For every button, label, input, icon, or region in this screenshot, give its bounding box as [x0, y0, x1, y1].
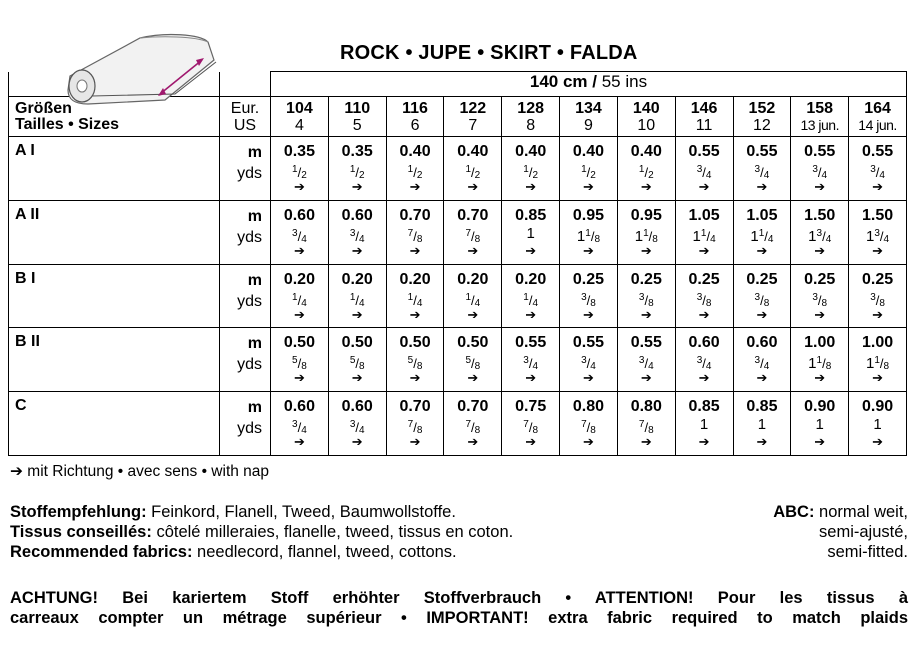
size-header-158 [791, 97, 849, 137]
size-header-134 [560, 97, 618, 137]
nap-arrow-icon: ➔ [698, 306, 710, 322]
meters-value: 0.35 [283, 143, 315, 160]
fabric-bolt-icon [50, 30, 225, 115]
yardage-cell [271, 264, 329, 328]
size-us: 4 [294, 116, 304, 134]
size-eur: 128 [517, 99, 544, 117]
yds-value: $^1/_2$ [581, 164, 596, 181]
nap-arrow-icon: ➔ [698, 370, 710, 386]
meters-value: 0.50 [341, 334, 373, 352]
meters-value: 0.55 [630, 334, 662, 352]
unit-cell [220, 328, 271, 392]
meters-value: 0.25 [688, 270, 720, 288]
yardage-cell [328, 392, 386, 456]
nap-arrow-icon: ➔ [872, 434, 884, 450]
nap-arrow-icon: ➔ [583, 434, 594, 450]
nap-arrow-icon: ➔ [525, 370, 537, 386]
meters-value: 0.80 [572, 398, 605, 416]
yds-value: $^7/_8$ [465, 227, 481, 245]
meters-value: 0.40 [572, 143, 605, 160]
yardage-cell [444, 137, 502, 201]
meters-value: 0.55 [688, 143, 720, 160]
yds-value: $^5/_8$ [465, 355, 481, 373]
yds-value: 1 [757, 416, 767, 434]
yds-value: $^1/_4$ [292, 291, 307, 309]
meters-value: 0.55 [746, 143, 778, 160]
nap-arrow-icon: ➔ [351, 434, 363, 450]
us-label: US [233, 116, 257, 134]
size-header-122 [444, 97, 502, 137]
nap-arrow-icon: ➔ [293, 242, 305, 258]
meters-value: 0.50 [457, 334, 489, 352]
yds-value: $^3/_4$ [523, 355, 539, 373]
yardage-cell [675, 264, 733, 328]
yardage-cell [386, 264, 444, 328]
yardage-cell [849, 264, 907, 328]
yardage-cell [502, 264, 560, 328]
yds-value: $^3/_4$ [292, 227, 307, 245]
yds-value: $^3/_4$ [696, 164, 712, 181]
warning-line-2: carreaux compter un métrage supérieur • IMPORTANT! extra fabric required to match plaids [10, 609, 908, 627]
yds-value: $^3/_4$ [638, 355, 654, 373]
yardage-cell [502, 137, 560, 201]
yds-value: 1 [699, 416, 709, 434]
size-header-152 [733, 97, 791, 137]
yardage-cell [849, 137, 907, 201]
meters-value: 0.60 [341, 398, 373, 416]
meters-value: 0.85 [688, 398, 720, 416]
nap-arrow-icon: ➔ [640, 370, 652, 386]
meters-value: 0.60 [746, 334, 778, 352]
yardage-cell [444, 392, 502, 456]
eur-label: Eur. [230, 99, 260, 117]
table-row [9, 200, 907, 264]
meters-value: 0.20 [341, 270, 373, 288]
meters-value: 0.40 [457, 143, 489, 160]
nap-arrow-icon: ➔ [756, 242, 768, 258]
size-eur: 122 [459, 99, 487, 117]
fabric-width-header [271, 72, 907, 97]
yardage-cell [849, 200, 907, 264]
meters-value: 0.50 [283, 334, 315, 352]
yardage-cell [328, 328, 386, 392]
nap-note: ➔ mit Richtung • avec sens • with nap [10, 463, 270, 480]
yds-value: $^1/_2$ [407, 164, 423, 181]
unit-yds: yds [237, 165, 262, 182]
yds-value: $^1/_2$ [465, 164, 481, 181]
recommended-fabrics [10, 502, 513, 562]
meters-value: 0.70 [457, 398, 489, 416]
yardage-cell [675, 328, 733, 392]
page-title: ROCK • JUPE • SKIRT • FALDA [340, 42, 638, 64]
size-us: 14 jun. [858, 116, 897, 133]
unit-m: m [247, 335, 262, 353]
nap-arrow-icon: ➔ [640, 242, 652, 258]
nap-arrow-icon: ➔ [640, 179, 652, 194]
nap-arrow-icon: ➔ [583, 179, 594, 194]
sizes-label-fr-en: Tailles • Sizes [15, 115, 120, 133]
size-us: 10 [637, 116, 656, 134]
nap-arrow-icon: ➔ [525, 179, 537, 194]
yardage-cell [386, 200, 444, 264]
yds-value: $^3/_4$ [754, 355, 770, 373]
nap-arrow-icon: ➔ [293, 306, 305, 322]
nap-arrow-icon: ➔ [351, 306, 363, 322]
meters-value: 0.70 [457, 206, 489, 224]
nap-arrow-icon: ➔ [756, 306, 768, 322]
yardage-cell [617, 392, 675, 456]
meters-value: 0.25 [861, 270, 894, 288]
size-system-label [220, 97, 271, 137]
meters-value: 1.00 [861, 334, 894, 352]
yds-value: $^3/_8$ [696, 291, 712, 309]
view-label: B I [9, 264, 220, 328]
meters-value: 1.00 [804, 334, 836, 352]
nap-arrow-icon: ➔ [814, 434, 826, 450]
nap-arrow-icon: ➔ [293, 370, 305, 386]
meters-value: 0.60 [688, 334, 720, 352]
yardage-cell [733, 264, 791, 328]
nap-arrow-icon: ➔ [467, 370, 479, 386]
nap-arrow-icon: ➔ [583, 370, 594, 386]
meters-value: 1.50 [861, 206, 894, 224]
yardage-cell [328, 264, 386, 328]
sizes-label-de: Größen [15, 99, 72, 117]
nap-arrow-icon: ➔ [814, 370, 826, 386]
abc-label: ABC: [773, 503, 815, 521]
size-header-116 [386, 97, 444, 137]
yardage-cell [444, 264, 502, 328]
yds-value: $^1/_2$ [292, 164, 307, 181]
meters-value: 0.70 [399, 398, 431, 416]
yardage-cell [791, 392, 849, 456]
yds-value: $^7/_8$ [407, 227, 423, 245]
meters-value: 0.20 [515, 270, 547, 288]
nap-arrow-icon: ➔ [409, 306, 421, 322]
meters-value: 0.60 [341, 206, 373, 224]
nap-arrow-icon: ➔ [467, 434, 479, 450]
yardage-cell [502, 392, 560, 456]
meters-value: 0.55 [804, 143, 836, 160]
yardage-cell [444, 328, 502, 392]
fabric-line-de: Stoffempfehlung: Feinkord, Flanell, Tweed, Baumwollstoffe. [10, 503, 456, 521]
meters-value: 0.75 [515, 398, 547, 416]
nap-arrow-icon: ➔ [351, 242, 363, 258]
unit-m: m [247, 207, 262, 225]
yds-value: $^1/_4$ [465, 291, 481, 309]
yds-value: $^7/_8$ [465, 419, 481, 437]
yds-value: $^1/_4$ [349, 291, 365, 309]
yardage-cell [328, 200, 386, 264]
yardage-cell [328, 137, 386, 201]
yds-value: $^3/_8$ [638, 291, 654, 309]
plaid-warning [10, 588, 908, 628]
yardage-cell [617, 264, 675, 328]
meters-value: 0.40 [515, 143, 547, 160]
yds-value: $1^1/_8$ [576, 227, 601, 245]
yardage-cell [733, 137, 791, 201]
nap-arrow-icon: ➔ [409, 179, 421, 194]
yds-value: $1^3/_4$ [866, 227, 890, 245]
fit-description: ABC: normal weit, semi-ajusté, semi-fitted. [773, 503, 908, 561]
yardage-cell [675, 392, 733, 456]
yardage-cell [617, 328, 675, 392]
unit-yds: yds [237, 228, 262, 246]
yds-value: $^1/_4$ [523, 291, 539, 309]
nap-arrow-icon: ➔ [872, 242, 884, 258]
unit-cell [220, 264, 271, 328]
yardage-cell [560, 200, 618, 264]
nap-arrow-icon: ➔ [640, 306, 652, 322]
meters-value: 0.25 [630, 270, 662, 288]
meters-value: 0.60 [283, 206, 315, 224]
unit-yds: yds [237, 292, 262, 310]
nap-arrow-icon: ➔ [351, 179, 363, 194]
yardage-cell [791, 328, 849, 392]
size-header-164 [849, 97, 907, 137]
unit-m: m [247, 271, 262, 289]
size-header-140 [617, 97, 675, 137]
meters-value: 0.35 [341, 143, 373, 160]
nap-arrow-icon: ➔ [467, 179, 479, 194]
yds-value: $1^1/_4$ [750, 227, 774, 245]
yardage-cell [733, 328, 791, 392]
yardage-cell [617, 137, 675, 201]
size-eur: 152 [748, 99, 776, 117]
yds-value: 1 [526, 224, 535, 242]
nap-arrow-icon: ➔ [756, 179, 768, 194]
yds-value: $^3/_4$ [812, 164, 828, 181]
nap-arrow-icon: ➔ [583, 306, 594, 322]
nap-arrow-icon: ➔ [698, 179, 710, 194]
view-label: C [9, 392, 220, 456]
yds-value: $^3/_8$ [812, 291, 828, 309]
nap-arrow-icon: ➔ [872, 370, 884, 386]
meters-value: 0.25 [572, 270, 605, 288]
size-eur: 104 [286, 99, 313, 117]
meters-value: 0.90 [861, 398, 894, 416]
meters-value: 1.05 [746, 206, 778, 224]
yds-value: $^7/_8$ [523, 419, 539, 437]
nap-arrow-icon: ➔ [409, 242, 421, 258]
yds-value: $^1/_4$ [407, 291, 423, 309]
size-us: 13 jun. [800, 116, 839, 133]
meters-value: 0.70 [399, 206, 431, 224]
size-eur: 146 [690, 99, 718, 117]
yds-value: $^5/_8$ [292, 355, 307, 373]
yds-value: $1^1/_8$ [808, 355, 832, 373]
yardage-cell [386, 392, 444, 456]
fabric-width-cm: 140 cm / [529, 72, 597, 91]
yds-value: 1 [873, 416, 882, 434]
size-eur: 158 [806, 99, 834, 117]
meters-value: 0.85 [746, 398, 778, 416]
size-header-110 [328, 97, 386, 137]
meters-value: 1.05 [688, 206, 720, 224]
yardage-cell [791, 200, 849, 264]
view-label: A I [9, 137, 220, 201]
yardage-cell [617, 200, 675, 264]
nap-arrow-icon: ➔ [293, 179, 305, 194]
unit-yds: yds [237, 356, 262, 374]
meters-value: 0.25 [804, 270, 836, 288]
size-eur: 116 [402, 99, 428, 117]
nap-arrow-icon: ➔ [525, 242, 537, 258]
yds-value: $1^1/_4$ [692, 227, 716, 245]
meters-value: 0.55 [572, 334, 605, 352]
yds-value: $^3/_8$ [870, 291, 885, 309]
unit-yds: yds [237, 420, 262, 438]
yds-value: 1 [815, 416, 824, 434]
unit-m: m [247, 144, 262, 161]
yardage-cell [791, 264, 849, 328]
size-eur: 110 [344, 99, 371, 117]
yardage-cell [386, 137, 444, 201]
yardage-cell [791, 137, 849, 201]
yds-value: $1^3/_4$ [808, 227, 832, 245]
yardage-cell [675, 200, 733, 264]
nap-arrow-icon: ➔ [293, 434, 305, 450]
table-row [9, 392, 907, 456]
nap-arrow-icon: ➔ [409, 434, 421, 450]
size-eur: 164 [864, 99, 891, 117]
yardage-cell [386, 328, 444, 392]
nap-arrow-icon: ➔ [525, 306, 537, 322]
nap-arrow-icon: ➔ [814, 242, 826, 258]
yds-value: $^3/_4$ [754, 164, 770, 181]
nap-arrow-icon: ➔ [467, 242, 479, 258]
nap-arrow-icon: ➔ [872, 179, 884, 194]
yardage-cell [560, 264, 618, 328]
nap-arrow-icon: ➔ [409, 370, 421, 386]
yardage-cell [444, 200, 502, 264]
yds-value: $^7/_8$ [638, 419, 654, 437]
yardage-cell [849, 392, 907, 456]
size-header-146 [675, 97, 733, 137]
nap-arrow-icon: ➔ [640, 434, 652, 450]
size-us: 7 [468, 116, 478, 134]
yds-value: $^3/_8$ [754, 291, 770, 309]
yds-value: $^5/_8$ [407, 355, 423, 373]
yardage-cell [560, 392, 618, 456]
size-us: 6 [410, 116, 420, 134]
meters-value: 0.80 [630, 398, 662, 416]
nap-arrow-icon: ➔ [467, 306, 479, 322]
view-label: A II [9, 200, 220, 264]
yardage-cell [271, 328, 329, 392]
nap-arrow-icon: ➔ [756, 434, 768, 450]
nap-arrow-icon: ➔ [814, 306, 826, 322]
size-us: 8 [526, 116, 536, 134]
yds-value: $^3/_4$ [581, 355, 596, 373]
unit-cell [220, 200, 271, 264]
meters-value: 0.20 [283, 270, 315, 288]
yds-value: $^3/_4$ [349, 419, 365, 437]
yardage-cell [560, 137, 618, 201]
nap-arrow-icon: ➔ [872, 306, 884, 322]
meters-value: 0.20 [399, 270, 431, 288]
table-row [9, 328, 907, 392]
meters-value: 0.85 [515, 206, 547, 224]
nap-arrow-icon: ➔ [756, 370, 768, 386]
yds-value: $^1/_2$ [349, 164, 365, 181]
yds-value: $^7/_8$ [581, 419, 596, 437]
yardage-cell [733, 200, 791, 264]
meters-value: 0.95 [630, 206, 662, 224]
yds-value: $1^1/_8$ [866, 355, 890, 373]
meters-value: 0.95 [572, 206, 605, 224]
size-us: 12 [753, 116, 771, 134]
yardage-cell [502, 200, 560, 264]
unit-cell [220, 137, 271, 201]
yds-value: $^1/_2$ [523, 164, 539, 181]
size-eur: 140 [632, 99, 660, 117]
meters-value: 0.40 [399, 143, 431, 160]
size-us: 9 [584, 116, 593, 134]
yds-value: $^7/_8$ [407, 419, 423, 437]
yds-value: $^3/_8$ [581, 291, 596, 309]
yardage-cell [675, 137, 733, 201]
table-row [9, 264, 907, 328]
meters-value: 0.55 [861, 143, 894, 160]
meters-value: 0.20 [457, 270, 489, 288]
meters-value: 0.40 [630, 143, 662, 160]
size-us: 5 [352, 116, 362, 134]
yardage-cell [849, 328, 907, 392]
yds-value: $^3/_4$ [696, 355, 712, 373]
yardage-table [8, 71, 907, 456]
size-header-128 [502, 97, 560, 137]
yds-value: $^1/_2$ [638, 164, 654, 181]
yardage-cell [271, 137, 329, 201]
yardage-cell [733, 392, 791, 456]
yds-value: $^5/_8$ [349, 355, 365, 373]
nap-arrow-icon: ➔ [814, 179, 826, 194]
size-eur: 134 [575, 99, 602, 117]
table-row [9, 137, 907, 201]
meters-value: 0.50 [399, 334, 431, 352]
fabric-line-fr: Tissus conseillés: côtelé milleraies, flanelle, tweed, tissus en coton. [10, 523, 514, 541]
nap-arrow-icon: ➔ [351, 370, 363, 386]
meters-value: 0.60 [283, 398, 315, 416]
meters-value: 1.50 [804, 206, 836, 224]
warning-line-1: ACHTUNG! Bei kariertem Stoff erhöhter Stoffverbrauch • ATTENTION! Pour les tissus à [10, 589, 908, 607]
unit-cell [220, 392, 271, 456]
yardage-cell [271, 200, 329, 264]
yds-value: $^3/_4$ [349, 227, 365, 245]
nap-arrow-icon: ➔ [583, 242, 594, 258]
nap-arrow-icon: ➔ [698, 434, 710, 450]
meters-value: 0.25 [746, 270, 778, 288]
yardage-cell [560, 328, 618, 392]
meters-value: 0.55 [515, 334, 547, 352]
size-header-104 [271, 97, 329, 137]
unit-m: m [247, 399, 262, 417]
meters-value: 0.90 [804, 398, 836, 416]
yardage-cell [271, 392, 329, 456]
nap-arrow-icon: ➔ [698, 242, 710, 258]
size-us: 11 [695, 116, 713, 134]
view-label: B II [9, 328, 220, 392]
yds-value: $^3/_4$ [292, 419, 307, 437]
fabric-line-en: Recommended fabrics: needlecord, flannel, tweed, cottons. [10, 543, 457, 561]
nap-arrow-icon: ➔ [525, 434, 537, 450]
yds-value: $1^1/_8$ [634, 227, 658, 245]
yardage-cell [502, 328, 560, 392]
yds-value: $^3/_4$ [870, 164, 885, 181]
fabric-width-ins: 55 ins [597, 72, 648, 91]
